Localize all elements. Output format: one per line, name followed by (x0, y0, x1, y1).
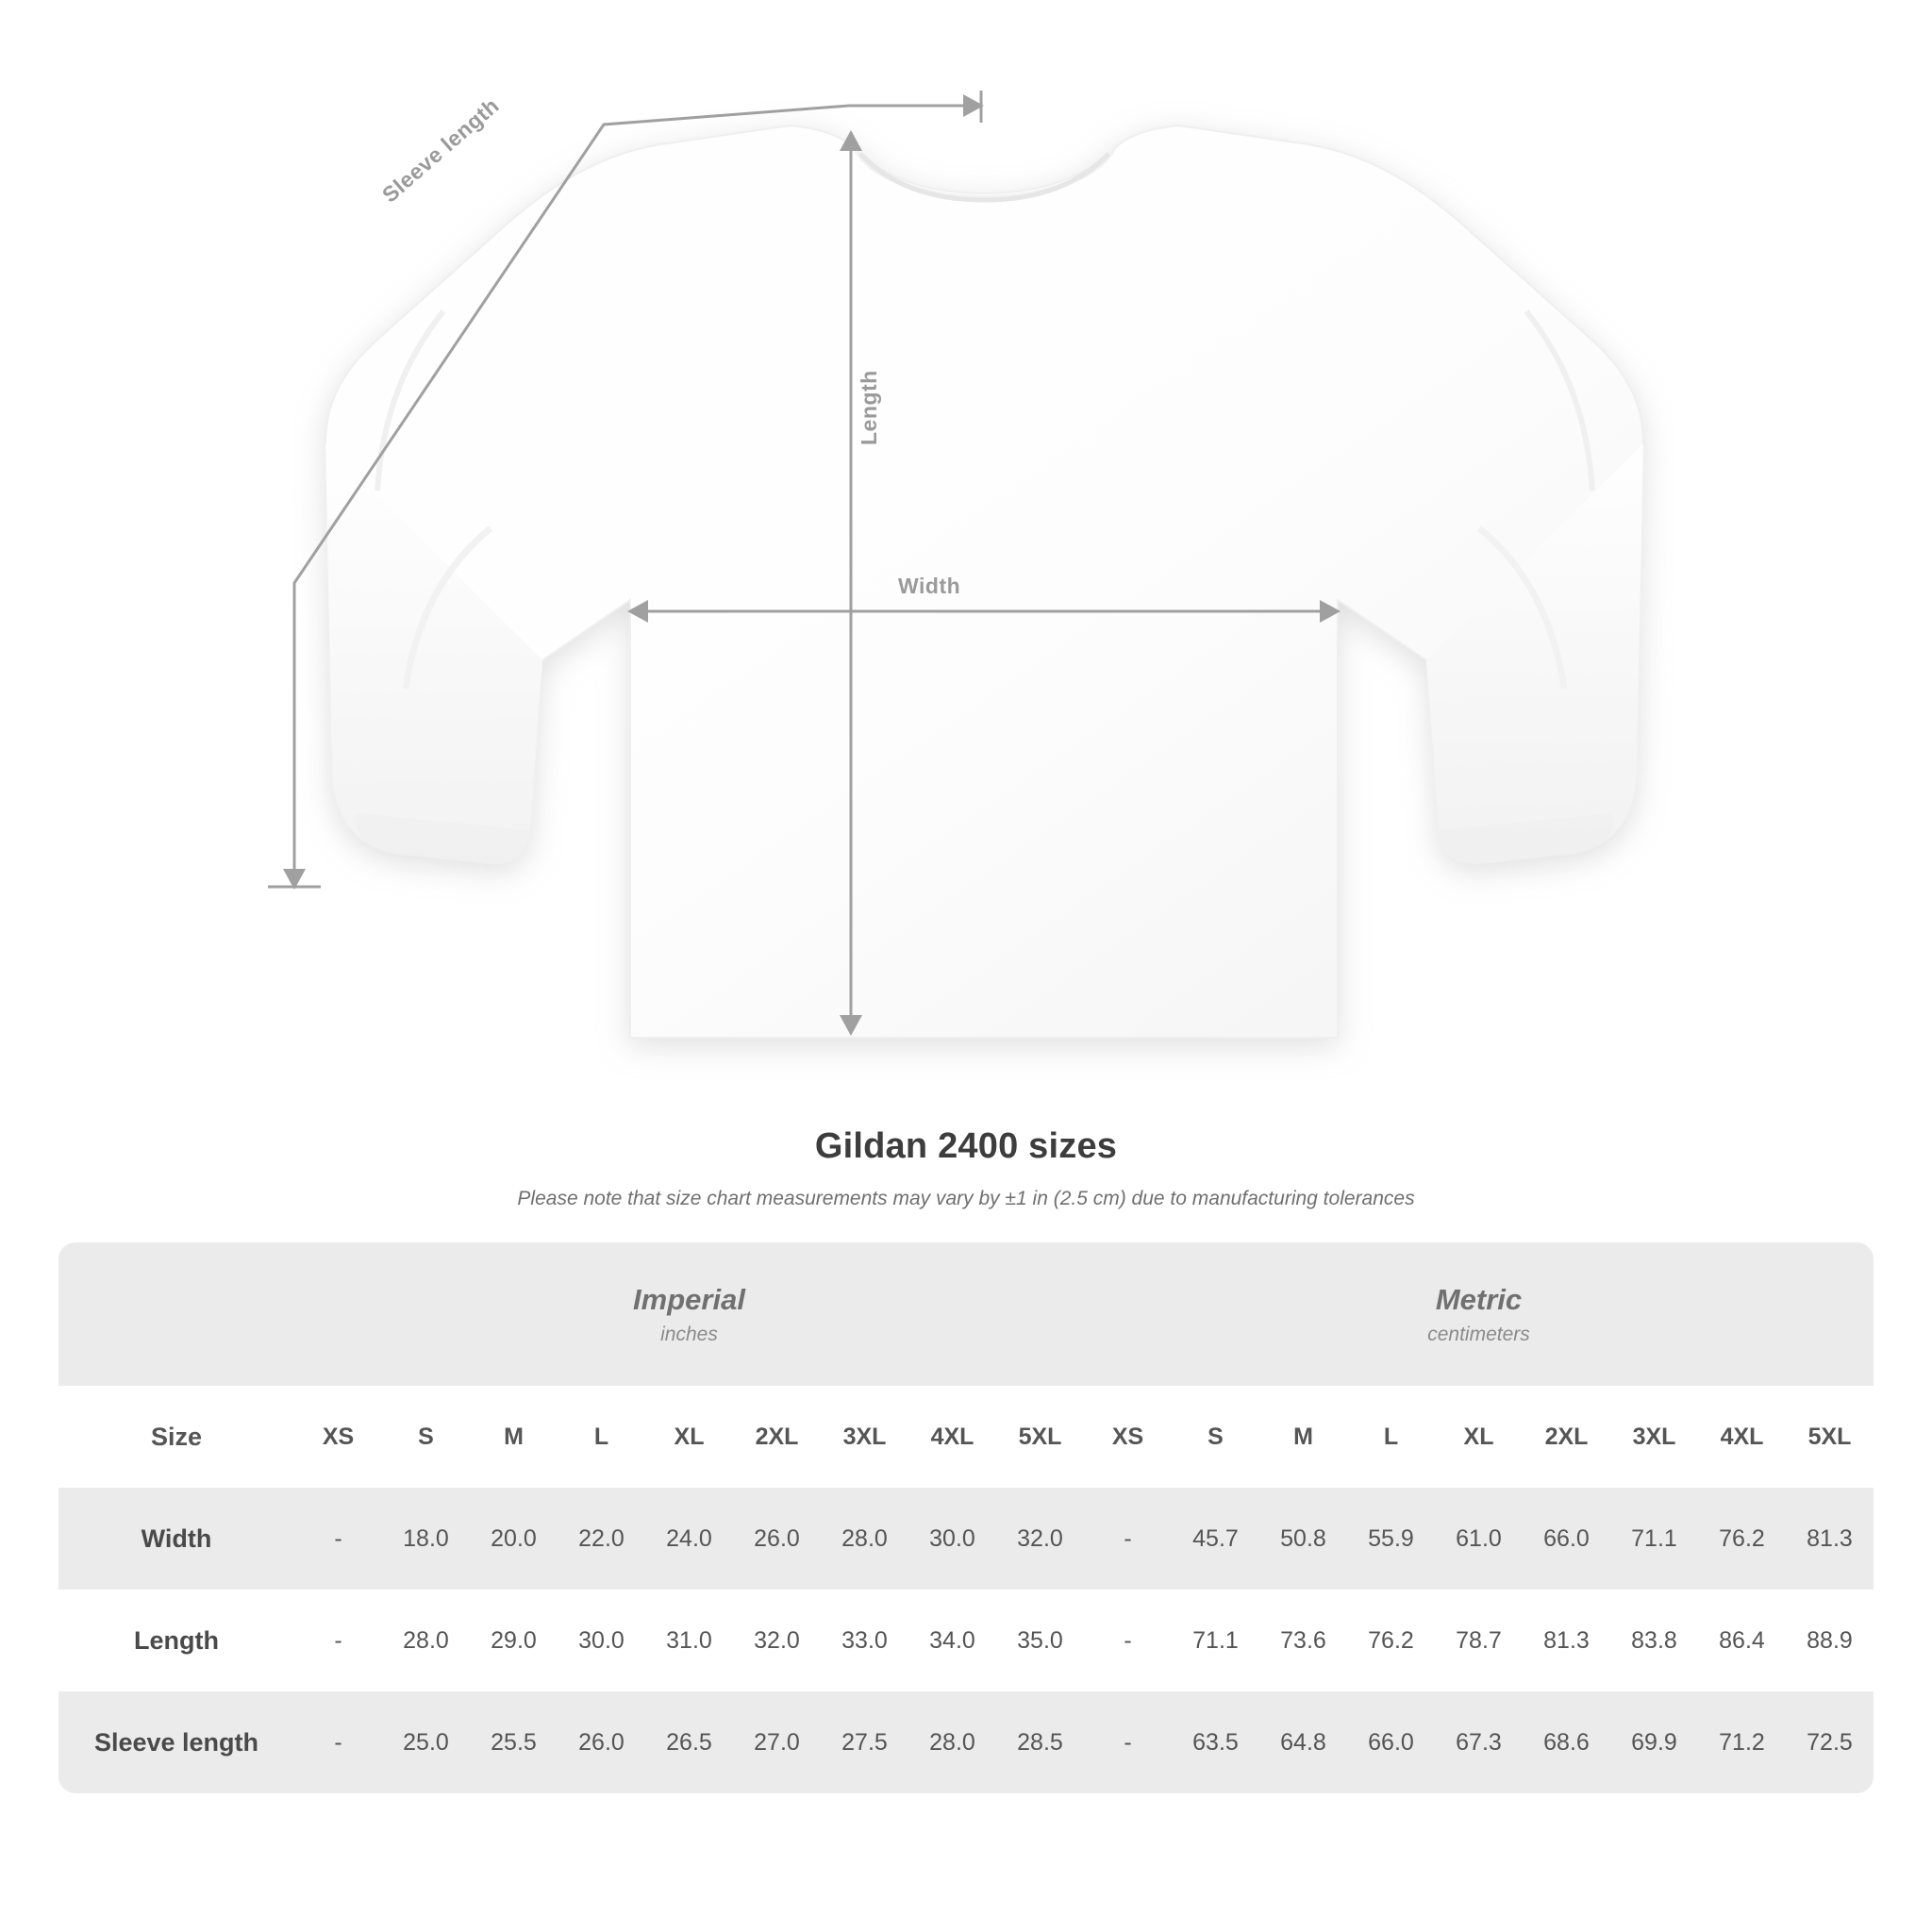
cell-metric-2xl: 66.0 (1523, 1488, 1610, 1590)
size-header-cell-imperial-l: L (558, 1386, 645, 1488)
cell-metric-5xl: 81.3 (1786, 1488, 1874, 1590)
size-header-cell-imperial-5xl: 5XL (996, 1386, 1084, 1488)
page-title: Gildan 2400 sizes (814, 1126, 1118, 1166)
cell-imperial-3xl: 27.5 (821, 1691, 908, 1793)
cell-imperial-l: 30.0 (558, 1590, 645, 1691)
cell-metric-4xl: 71.2 (1698, 1691, 1786, 1793)
cell-imperial-2xl: 32.0 (733, 1590, 821, 1691)
cell-imperial-l: 26.0 (558, 1691, 645, 1793)
size-table (58, 1242, 1874, 1793)
cell-imperial-m: 20.0 (470, 1488, 558, 1590)
cell-metric-2xl: 81.3 (1523, 1590, 1610, 1691)
size-header-cell-imperial-xl: XL (645, 1386, 733, 1488)
cell-imperial-xl: 26.5 (645, 1691, 733, 1793)
size-header-cell-metric-xl: XL (1435, 1386, 1523, 1488)
unit-metric-sub: centimeters (1427, 1324, 1530, 1346)
table-row (58, 1590, 1874, 1691)
cell-imperial-5xl: 35.0 (996, 1590, 1084, 1691)
size-header-cell-imperial-xs: XS (294, 1386, 382, 1488)
size-header-cell-imperial-2xl: 2XL (733, 1386, 821, 1488)
cell-imperial-m: 29.0 (470, 1590, 558, 1691)
cell-metric-l: 66.0 (1347, 1691, 1435, 1793)
table-row (58, 1488, 1874, 1590)
size-header-label: Size (58, 1386, 294, 1488)
size-header-cell-metric-4xl: 4XL (1698, 1386, 1786, 1488)
cell-imperial-xl: 24.0 (645, 1488, 733, 1590)
sleeve-length-dimension-label: Sleeve length (377, 92, 504, 208)
cell-metric-xs: - (1084, 1590, 1172, 1691)
cell-imperial-3xl: 33.0 (821, 1590, 908, 1691)
cell-metric-3xl: 69.9 (1610, 1691, 1698, 1793)
cell-imperial-2xl: 26.0 (733, 1488, 821, 1590)
width-dimension-label: Width (898, 574, 961, 598)
size-header-cell-imperial-3xl: 3XL (821, 1386, 908, 1488)
cell-metric-xs: - (1084, 1488, 1172, 1590)
cell-imperial-3xl: 28.0 (821, 1488, 908, 1590)
unit-spacer-cell (58, 1242, 294, 1386)
row-label-width: Width (58, 1488, 294, 1590)
length-dimension-label: Length (857, 370, 881, 445)
row-label-sleeve-length: Sleeve length (58, 1691, 294, 1793)
cell-metric-3xl: 83.8 (1610, 1590, 1698, 1691)
cell-imperial-s: 25.0 (382, 1691, 470, 1793)
cell-imperial-l: 22.0 (558, 1488, 645, 1590)
size-header-cell-metric-s: S (1172, 1386, 1259, 1488)
cell-metric-2xl: 68.6 (1523, 1691, 1610, 1793)
unit-header-row (58, 1242, 1874, 1386)
table-row (58, 1691, 1874, 1793)
cell-metric-xl: 67.3 (1435, 1691, 1523, 1793)
cell-imperial-s: 28.0 (382, 1590, 470, 1691)
cell-imperial-4xl: 34.0 (908, 1590, 996, 1691)
cell-metric-5xl: 88.9 (1786, 1590, 1874, 1691)
size-header-cell-metric-3xl: 3XL (1610, 1386, 1698, 1488)
cell-imperial-5xl: 32.0 (996, 1488, 1084, 1590)
cell-imperial-xs: - (294, 1590, 382, 1691)
cell-imperial-4xl: 30.0 (908, 1488, 996, 1590)
cell-imperial-5xl: 28.5 (996, 1691, 1084, 1793)
cell-metric-4xl: 86.4 (1698, 1590, 1786, 1691)
unit-metric-name: Metric (1435, 1282, 1523, 1316)
size-table-wrapper (58, 1242, 1874, 1793)
cell-metric-m: 73.6 (1259, 1590, 1347, 1691)
cell-metric-m: 50.8 (1259, 1488, 1347, 1590)
cell-imperial-2xl: 27.0 (733, 1691, 821, 1793)
size-header-cell-metric-5xl: 5XL (1786, 1386, 1874, 1488)
cell-imperial-4xl: 28.0 (908, 1691, 996, 1793)
row-label-length: Length (58, 1590, 294, 1691)
size-header-cell-metric-2xl: 2XL (1523, 1386, 1610, 1488)
tolerance-note: Please note that size chart measurements may vary by ±1 in (2.5 cm) due to manufacturing tolerances (517, 1188, 1415, 1209)
title-block (0, 1126, 1932, 1210)
shirt-shape (325, 125, 1643, 1038)
cell-metric-xl: 78.7 (1435, 1590, 1523, 1691)
cell-imperial-s: 18.0 (382, 1488, 470, 1590)
cell-imperial-m: 25.5 (470, 1691, 558, 1793)
cell-metric-5xl: 72.5 (1786, 1691, 1874, 1793)
cell-metric-xs: - (1084, 1691, 1172, 1793)
cell-metric-xl: 61.0 (1435, 1488, 1523, 1590)
size-header-cell-metric-xs: XS (1084, 1386, 1172, 1488)
size-header-cell-imperial-m: M (470, 1386, 558, 1488)
cell-metric-s: 71.1 (1172, 1590, 1259, 1691)
size-header-cell-metric-m: M (1259, 1386, 1347, 1488)
unit-imperial-name: Imperial (633, 1282, 745, 1316)
cell-metric-s: 63.5 (1172, 1691, 1259, 1793)
unit-imperial-sub: inches (660, 1324, 718, 1346)
size-header-row (58, 1386, 1874, 1488)
cell-metric-m: 64.8 (1259, 1691, 1347, 1793)
size-header-cell-metric-l: L (1347, 1386, 1435, 1488)
cell-metric-4xl: 76.2 (1698, 1488, 1786, 1590)
cell-imperial-xl: 31.0 (645, 1590, 733, 1691)
cell-imperial-xs: - (294, 1691, 382, 1793)
size-header-cell-imperial-s: S (382, 1386, 470, 1488)
size-header-cell-imperial-4xl: 4XL (908, 1386, 996, 1488)
cell-metric-3xl: 71.1 (1610, 1488, 1698, 1590)
unit-group-metric (1084, 1242, 1874, 1386)
cell-metric-s: 45.7 (1172, 1488, 1259, 1590)
cell-imperial-xs: - (294, 1488, 382, 1590)
cell-metric-l: 55.9 (1347, 1488, 1435, 1590)
cell-metric-l: 76.2 (1347, 1590, 1435, 1691)
unit-group-imperial (294, 1242, 1084, 1386)
